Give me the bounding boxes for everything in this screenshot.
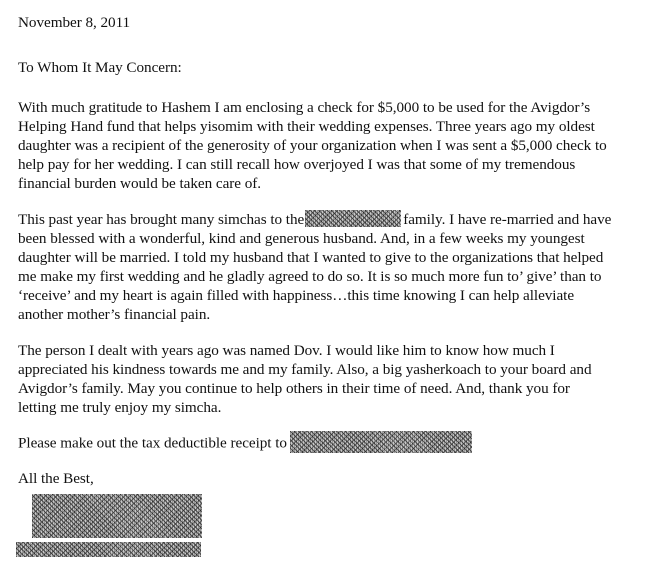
paragraph2-line: another mother’s financial pain.: [18, 306, 211, 323]
salutation: To Whom It May Concern:: [18, 59, 182, 76]
receipt-line: [18, 433, 472, 455]
paragraph1-line: Helping Hand fund that helps yisomim with their wedding expenses. Three years ago my oldest: [18, 118, 595, 135]
paragraph3-line: appreciated his kindness towards me and my family. Also, a big yasherkoach to your board and: [18, 361, 592, 378]
paragraph2-line: been blessed with a wonderful, kind and generous husband. And, in a few weeks my youngest: [18, 230, 585, 247]
letter-date: November 8, 2011: [18, 14, 131, 31]
redacted-family-name: [305, 210, 401, 227]
paragraph3-line: Avigdor’s family. May you continue to help others in their time of need. And, thank you for: [18, 380, 570, 397]
redacted-receipt-name: [290, 431, 472, 453]
paragraph2-line: me make my first wedding and he gladly agreed to do so. It is so much more fun to’ give’ than to: [18, 268, 602, 285]
redacted-signature-subline: [16, 542, 201, 557]
receipt-line-text: Please make out the tax deductible receipt to: [18, 434, 287, 452]
paragraph3-line: The person I dealt with years ago was named Dov. I would like him to know how much I: [18, 342, 555, 359]
paragraph2-line1-end: family. I have re-married and have: [403, 211, 612, 228]
paragraph3-line: letting me truly enjoy my simcha.: [18, 399, 222, 416]
paragraph2-line: daughter will be married. I told my husband that I wanted to give to the organizations that helped: [18, 249, 604, 266]
paragraph1-line: financial burden would be taken care of.: [18, 175, 262, 192]
paragraph2-line1-start: This past year has brought many simchas to the: [18, 211, 305, 228]
paragraph1-line: daughter was a recipient of the generosity of your organization when I was sent a $5,000 check to: [18, 137, 607, 154]
paragraph1-line: With much gratitude to Hashem I am enclosing a check for $5,000 to be used for the Avigdor’s: [18, 99, 591, 116]
redacted-signature: [32, 494, 202, 538]
paragraph2-line: [18, 210, 611, 229]
paragraph2-line: ‘receive’ and my heart is again filled with happiness…this time knowing I can help alleviate: [18, 287, 575, 304]
closing: All the Best,: [18, 470, 94, 487]
paragraph1-line: help pay for her wedding. I can still recall how overjoyed I was that some of my tremendous: [18, 156, 576, 173]
